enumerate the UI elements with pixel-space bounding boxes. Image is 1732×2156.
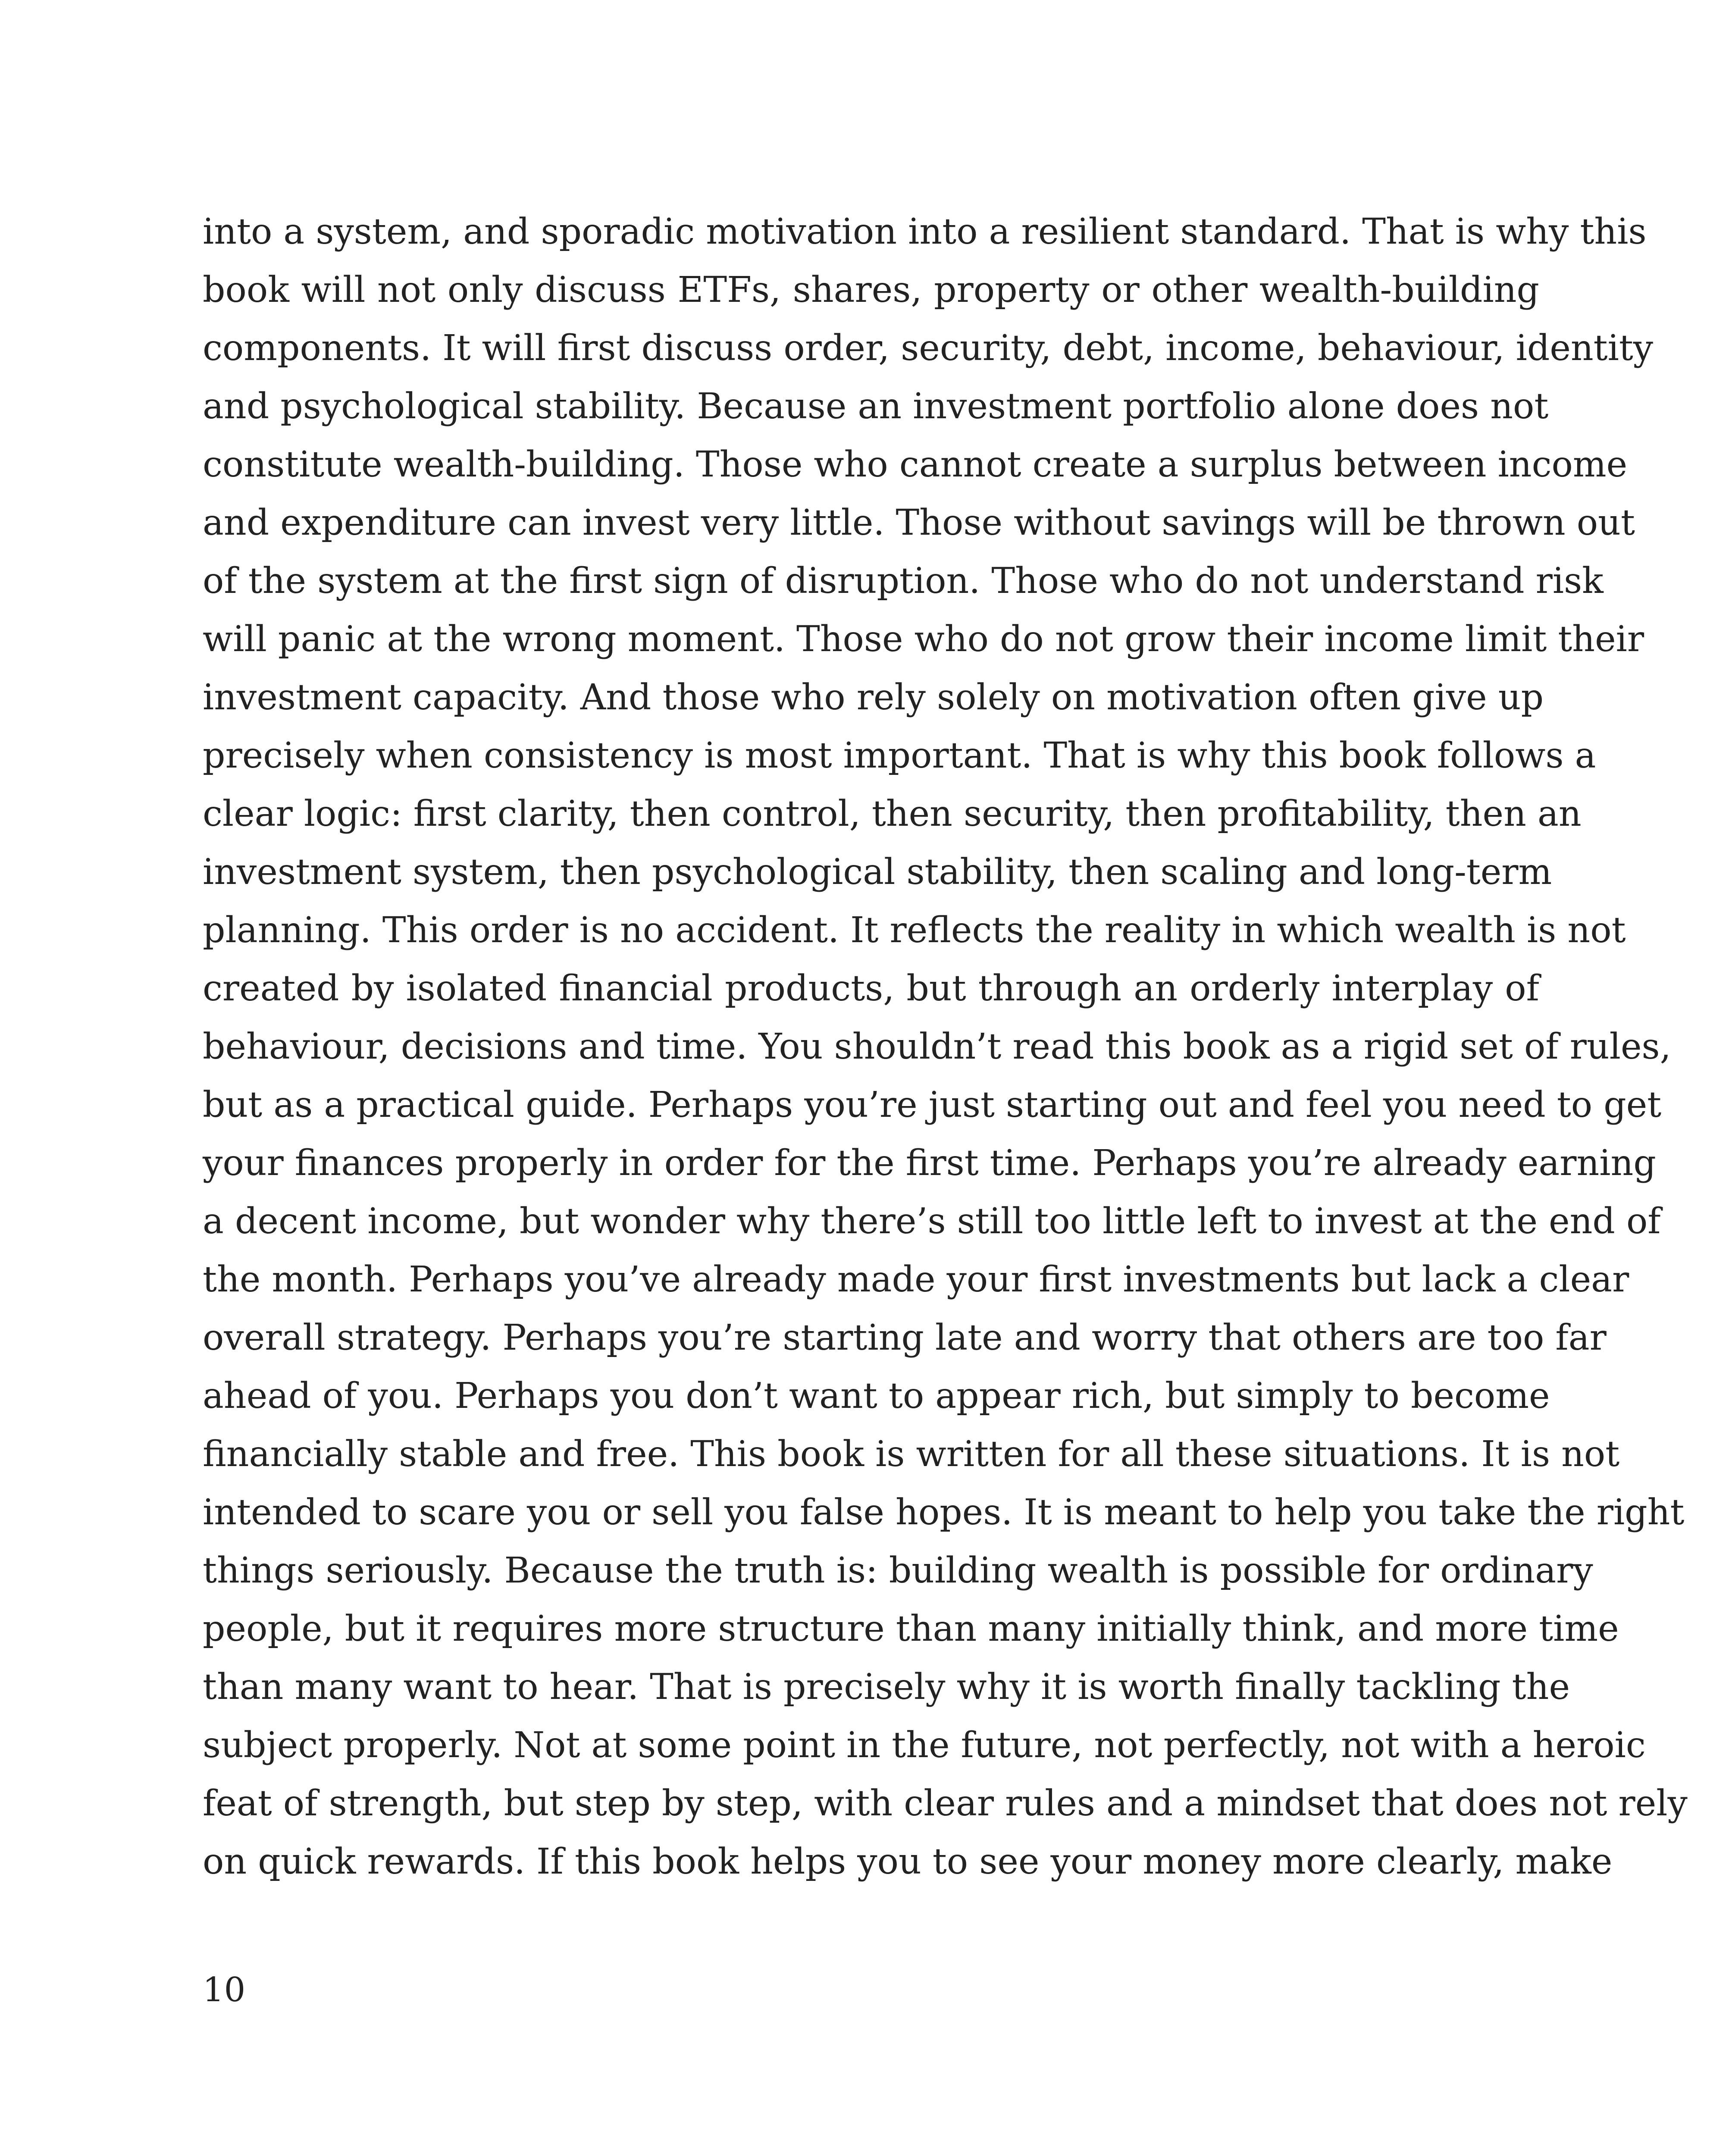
text-line: ahead of you. Perhaps you don’t want to appear rich, but simply to become — [203, 1376, 1550, 1416]
text-line: components. It will first discuss order, security, debt, income, behaviour, identity — [203, 328, 1654, 369]
text-line: investment system, then psychological stability, then scaling and long-term — [203, 852, 1552, 893]
text-line: and expenditure can invest very little. Those without savings will be thrown out — [203, 502, 1635, 543]
text-line: but as a practical guide. Perhaps you’re just starting out and feel you need to get — [203, 1084, 1662, 1125]
text-line: behaviour, decisions and time. You shouldn’t read this book as a rigid set of rules, — [203, 1026, 1671, 1067]
page-number: 10 — [203, 1971, 246, 2009]
text-line: planning. This order is no accident. It reflects the reality in which wealth is not — [203, 910, 1626, 951]
body-paragraph — [203, 203, 1688, 1891]
text-line: into a system, and sporadic motivation into a resilient standard. That is why this — [203, 211, 1647, 252]
text-line: your finances properly in order for the first time. Perhaps you’re already earning — [203, 1143, 1656, 1184]
text-line: created by isolated financial products, but through an orderly interplay of — [203, 968, 1539, 1009]
text-line: constitute wealth-building. Those who cannot create a surplus between income — [203, 444, 1628, 485]
text-line: and psychological stability. Because an investment portfolio alone does not — [203, 386, 1549, 427]
text-line: things seriously. Because the truth is: building wealth is possible for ordinary — [203, 1550, 1593, 1591]
text-line: a decent income, but wonder why there’s still too little left to invest at the end of — [203, 1201, 1661, 1242]
text-line: investment capacity. And those who rely solely on motivation often give up — [203, 677, 1544, 718]
text-line: financially stable and free. This book is written for all these situations. It is not — [203, 1434, 1620, 1475]
text-line: overall strategy. Perhaps you’re starting late and worry that others are too far — [203, 1317, 1607, 1358]
text-line: feat of strength, but step by step, with clear rules and a mindset that does not rely — [203, 1783, 1688, 1824]
text-line: of the system at the first sign of disruption. Those who do not understand risk — [203, 561, 1604, 602]
text-line: the month. Perhaps you’ve already made your first investments but lack a clear — [203, 1259, 1629, 1300]
text-line: than many want to hear. That is precisely why it is worth finally tackling the — [203, 1667, 1570, 1708]
text-line: intended to scare you or sell you false hopes. It is meant to help you take the right — [203, 1492, 1685, 1533]
text-line: on quick rewards. If this book helps you to see your money more clearly, make — [203, 1841, 1613, 1882]
text-line: will panic at the wrong moment. Those who do not grow their income limit their — [203, 619, 1644, 660]
text-line: subject properly. Not at some point in the future, not perfectly, not with a heroic — [203, 1725, 1646, 1766]
text-line: people, but it requires more structure than many initially think, and more time — [203, 1608, 1619, 1649]
text-line: clear logic: first clarity, then control, then security, then profitability, then an — [203, 793, 1582, 834]
text-line: precisely when consistency is most important. That is why this book follows a — [203, 735, 1596, 776]
text-line: book will not only discuss ETFs, shares, property or other wealth-building — [203, 270, 1539, 310]
